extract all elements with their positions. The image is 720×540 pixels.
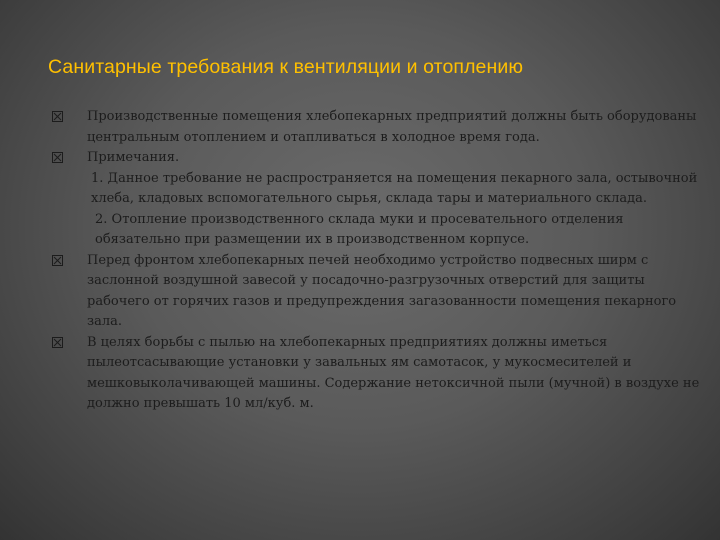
square-cross-bullet-icon <box>52 255 63 266</box>
square-cross-bullet-icon <box>52 111 63 122</box>
list-item <box>52 251 702 333</box>
item-text: Примечания. <box>87 150 180 165</box>
square-cross-bullet-icon <box>52 152 63 163</box>
item-text: В целях борьбы с пылью на хлебопекарных предприятиях должны иметься пылеотсасывающие установки у завальных ям самотасок, у мукосмесителей и мешковыколачивающей машины. Содержание нетоксичной пыли (мучной) в воздухе не должно превышать 10 мл/куб. м. <box>87 334 700 411</box>
note-text: 2. Отопление производственного склада муки и просевательного отделения обязательно при размещении их в производственном корпусе. <box>95 211 624 247</box>
square-cross-bullet-icon <box>52 337 63 348</box>
note-text: 1. Данное требование не распространяется на помещения пекарного зала, остывочной хлеба, кладовых вспомогательного сырья, склада тары и материального склада. <box>91 170 698 206</box>
bullet-list <box>52 107 702 415</box>
list-item <box>52 107 702 148</box>
slide-title: Санитарные требования к вентиляции и отоплению <box>48 56 524 78</box>
list-item <box>52 333 702 415</box>
list-item <box>52 148 702 251</box>
item-text: Производственные помещения хлебопекарных предприятий должны быть оборудованы центральным отоплением и отапливаться в холодное время года. <box>87 109 697 145</box>
item-text: Перед фронтом хлебопекарных печей необходимо устройство подвесных ширм с заслонной воздушной завесой у посадочно-разгрузочных отверстий для защиты рабочего от горячих газов и предупреждения загазованности помещения пекарного зала. <box>87 252 677 329</box>
